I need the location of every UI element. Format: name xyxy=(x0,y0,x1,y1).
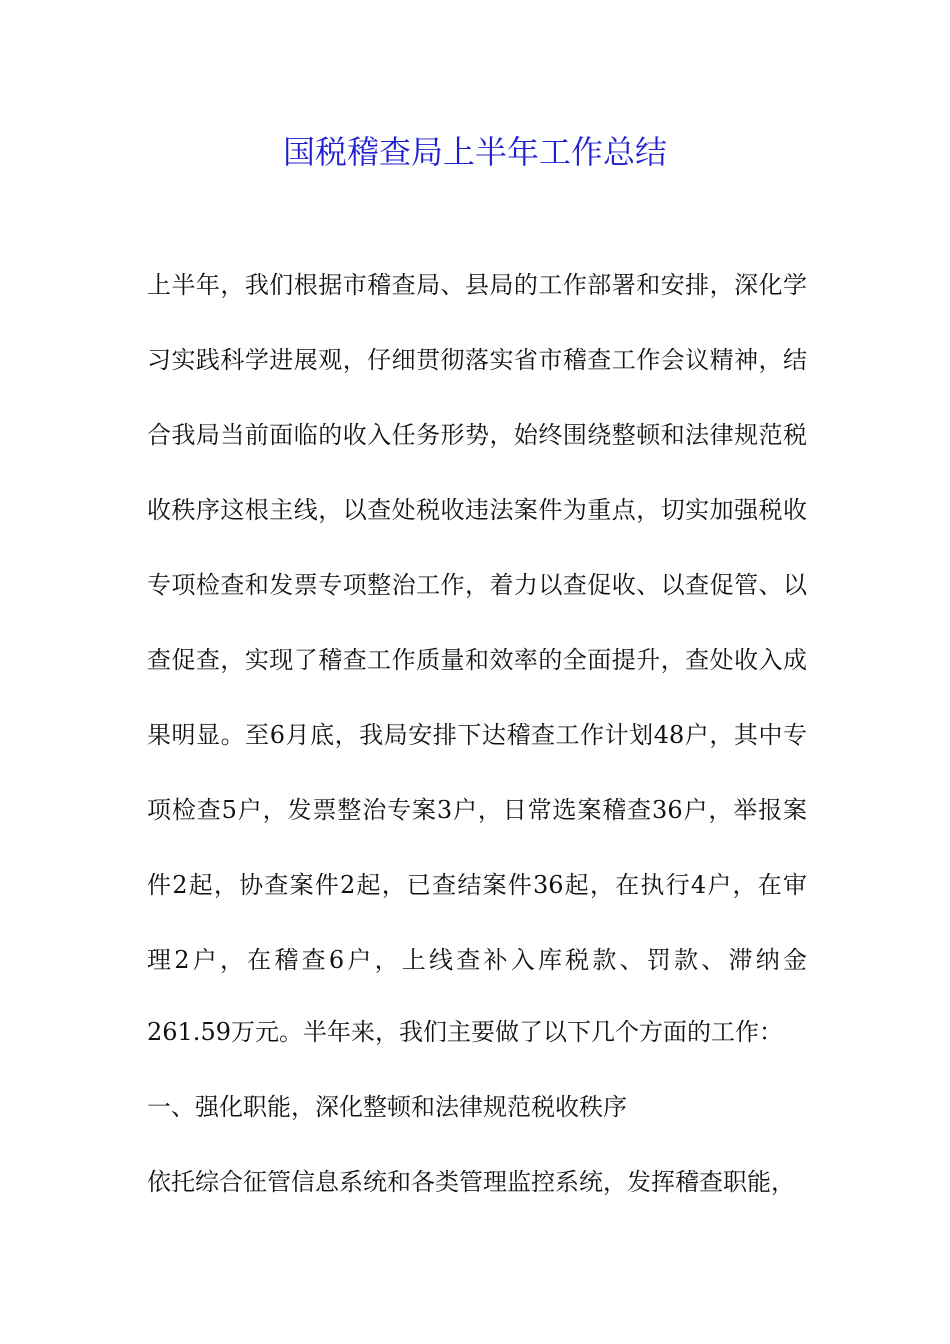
paragraph-line: 上半年，我们根据市稽查局、县局的工作部署和安排，深化学 xyxy=(147,271,807,299)
paragraph-line: 项检查5户，发票整治专案3户，日常选案稽查36户，举报案 xyxy=(147,796,807,824)
paragraph-line: 件2起，协查案件2起，已查结案件36起，在执行4户，在审 xyxy=(147,871,807,899)
paragraph-line: 261.59万元。半年来，我们主要做了以下几个方面的工作： xyxy=(147,1018,783,1046)
paragraph-line: 专项检查和发票专项整治工作，着力以查促收、以查促管、以 xyxy=(147,571,807,599)
document-title: 国税稽查局上半年工作总结 xyxy=(282,133,667,171)
paragraph-line: 查促查，实现了稽查工作质量和效率的全面提升，查处收入成 xyxy=(147,646,807,674)
paragraph-line: 依托综合征管信息系统和各类管理监控系统，发挥稽查职能， xyxy=(147,1168,795,1196)
paragraph-line: 收秩序这根主线，以查处税收违法案件为重点，切实加强税收 xyxy=(147,496,807,524)
paragraph-line: 果明显。至6月底，我局安排下达稽查工作计划48户，其中专 xyxy=(147,721,807,749)
paragraph-line: 合我局当前面临的收入任务形势，始终围绕整顿和法律规范税 xyxy=(147,421,807,449)
paragraph-line: 习实践科学进展观，仔细贯彻落实省市稽查工作会议精神，结 xyxy=(147,346,807,374)
section-heading: 一、强化职能，深化整顿和法律规范税收秩序 xyxy=(147,1093,627,1121)
paragraph-line: 理2户，在稽查6户，上线查补入库税款、罚款、滞纳金 xyxy=(147,946,807,974)
